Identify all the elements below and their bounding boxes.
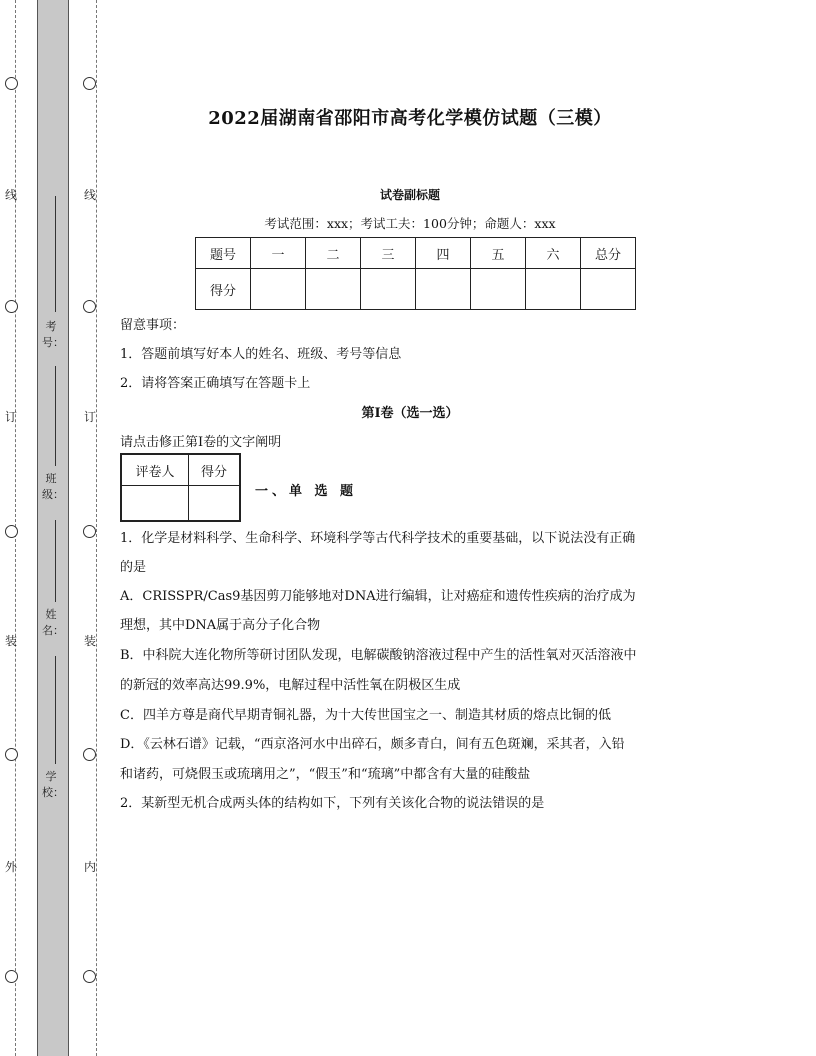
binding-hole-circle bbox=[83, 300, 96, 313]
score-header-cell: 三 bbox=[361, 238, 416, 269]
score-table-header-row bbox=[196, 238, 636, 269]
notice-heading: 留意事项： bbox=[120, 318, 186, 333]
score-input-cell[interactable] bbox=[416, 269, 471, 310]
grader-input-cell[interactable] bbox=[121, 486, 189, 522]
exam-info: 考试范围：xxx；考试工夫：100分钟；命题人：xxx bbox=[264, 216, 556, 231]
exam-subtitle: 试卷副标题 bbox=[379, 188, 440, 202]
grader-header-cell: 评卷人 bbox=[121, 454, 189, 486]
notice-item: 1．答题前填写好本人的姓名、班级、考号等信息 bbox=[120, 347, 402, 362]
inner-staple-char: 订 bbox=[83, 410, 96, 424]
score-header-cell: 六 bbox=[526, 238, 581, 269]
score-table bbox=[195, 237, 636, 310]
exam-number-label: 考号： bbox=[42, 320, 64, 349]
inner-bind-char: 装 bbox=[83, 634, 96, 648]
school-line bbox=[55, 656, 56, 764]
binding-hole-circle bbox=[83, 970, 96, 983]
option-line: C．四羊方尊是商代早期青铜礼器，为十大传世国宝之一、制造其材质的熔点比铜的低 bbox=[120, 708, 611, 723]
score-header-cell: 四 bbox=[416, 238, 471, 269]
exam-title: 2022届湖南省邵阳市高考化学模仿试题（三模） bbox=[208, 108, 612, 129]
score-table-score-row bbox=[196, 269, 636, 310]
option-line: A．CRISSPR/Cas9基因剪刀能够地对DNA进行编辑，让对癌症和遗传性疾病的治疗成为 bbox=[120, 589, 636, 604]
option-line: 的新冠的效率高达99.9%，电解过程中活性氧在阴极区生成 bbox=[120, 678, 461, 693]
binding-hole-circle bbox=[5, 748, 18, 761]
option-line: D．《云林石谱》记载，“西京洛河水中出碎石，颇多青白，间有五色斑斓，采其者，入铅 bbox=[120, 737, 625, 752]
binding-hole-circle bbox=[5, 300, 18, 313]
class-label: 班级： bbox=[42, 472, 64, 501]
volume-title: 第I卷（选一选） bbox=[361, 406, 459, 421]
name-label: 姓名： bbox=[42, 608, 64, 637]
outer-side-char: 外 bbox=[4, 860, 17, 874]
binding-hole-circle bbox=[5, 525, 18, 538]
grader-table bbox=[120, 453, 241, 522]
score-input-cell[interactable] bbox=[306, 269, 361, 310]
binding-hole-circle bbox=[83, 748, 96, 761]
grader-header-row bbox=[121, 454, 240, 486]
option-line: 和诸药，可烧假玉或琉璃用之”，“假玉”和“琉璃”中都含有大量的硅酸盐 bbox=[120, 767, 531, 782]
score-row-label: 得分 bbox=[196, 269, 251, 310]
question-line: 的是 bbox=[120, 560, 147, 575]
binding-strip bbox=[37, 0, 69, 1056]
score-header-cell: 五 bbox=[471, 238, 526, 269]
outer-line-char: 线 bbox=[4, 188, 17, 202]
question-line: 1．化学是材料科学、生命科学、环境科学等古代科学技术的重要基础，以下说法没有正确 bbox=[120, 531, 636, 546]
inner-dash-line bbox=[96, 0, 97, 1056]
score-header-cell: 总分 bbox=[581, 238, 636, 269]
score-header-cell: 题号 bbox=[196, 238, 251, 269]
grader-input-row bbox=[121, 486, 240, 522]
binding-hole-circle bbox=[5, 970, 18, 983]
score-input-cell[interactable] bbox=[471, 269, 526, 310]
option-line: 理想，其中DNA属于高分子化合物 bbox=[120, 618, 321, 633]
score-input-cell[interactable] bbox=[526, 269, 581, 310]
binding-hole-circle bbox=[83, 77, 96, 90]
inner-line-char: 线 bbox=[83, 188, 96, 202]
volume-description: 请点击修正第I卷的文字阐明 bbox=[120, 435, 282, 450]
exam-number-line bbox=[55, 196, 56, 312]
outer-staple-char: 订 bbox=[4, 410, 17, 424]
binding-hole-circle bbox=[5, 77, 18, 90]
question-line: 2．某新型无机合成两头体的结构如下，下列有关该化合物的说法错误的是 bbox=[120, 796, 545, 811]
inner-side-char: 内 bbox=[83, 860, 96, 874]
grader-header-cell: 得分 bbox=[189, 454, 241, 486]
score-input-cell[interactable] bbox=[361, 269, 416, 310]
section-heading: 一、单 选 题 bbox=[255, 484, 358, 499]
score-header-cell: 一 bbox=[251, 238, 306, 269]
school-label: 学校： bbox=[42, 770, 64, 799]
option-line: B．中科院大连化物所等研讨团队发现，电解碳酸钠溶液过程中产生的活性氧对灭活溶液中 bbox=[120, 648, 637, 663]
grader-input-cell[interactable] bbox=[189, 486, 241, 522]
name-line bbox=[55, 520, 56, 602]
notice-item: 2．请将答案正确填写在答题卡上 bbox=[120, 376, 311, 391]
score-input-cell[interactable] bbox=[251, 269, 306, 310]
score-input-cell[interactable] bbox=[581, 269, 636, 310]
score-header-cell: 二 bbox=[306, 238, 361, 269]
class-line bbox=[55, 366, 56, 466]
outer-bind-char: 装 bbox=[4, 634, 17, 648]
binding-hole-circle bbox=[83, 525, 96, 538]
